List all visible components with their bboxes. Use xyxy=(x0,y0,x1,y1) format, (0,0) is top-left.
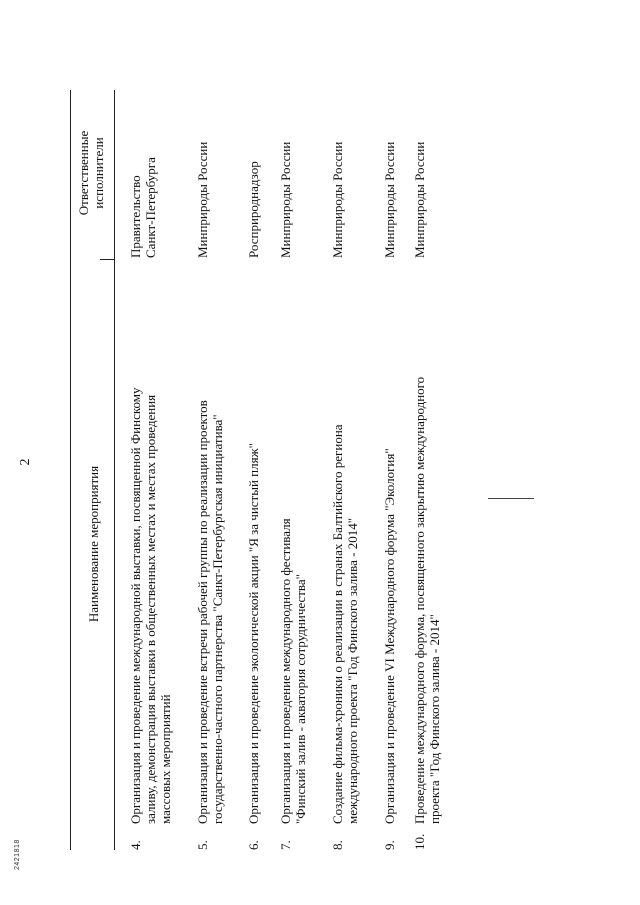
responsible-line: Минприроды России xyxy=(278,141,293,258)
event-name-line: Проведение международного форума, посвященного закрытию международного xyxy=(412,376,427,824)
responsible-executor xyxy=(412,88,427,258)
document-code: 2421818 xyxy=(14,839,21,870)
responsible-line: Минприроды России xyxy=(412,141,427,258)
row-number: 10. xyxy=(412,833,427,850)
rotated-table xyxy=(18,90,442,850)
event-name-line: массовых мероприятий xyxy=(158,694,173,824)
event-name-line: Организация и проведение встречи рабочей группы по реализации проектов xyxy=(195,400,210,824)
header-column-tick xyxy=(100,259,114,260)
event-name-line: Организация и проведение международной выставки, посвященной Финскому xyxy=(128,387,143,824)
event-name xyxy=(246,284,261,824)
row-number: 4. xyxy=(128,840,143,850)
header-bottom-rule xyxy=(114,90,115,850)
responsible-line: Росприроднадзор xyxy=(246,161,261,258)
event-name-line: Организация и проведение экологической акции "Я за чистый пляж" xyxy=(246,443,261,824)
responsible-line: Минприроды России xyxy=(382,141,397,258)
row-number: 9. xyxy=(382,840,397,850)
row-number: 6. xyxy=(246,840,261,850)
event-name-line: "Финский залив - акватория сотрудничества" xyxy=(293,574,308,824)
row-number: 8. xyxy=(330,840,345,850)
column-header-responsible-line1: Ответственные xyxy=(76,130,91,216)
responsible-executor xyxy=(382,88,397,258)
event-name xyxy=(128,284,173,824)
event-name xyxy=(278,284,308,824)
column-header-responsible-line2: исполнители xyxy=(91,137,106,209)
responsible-line: Правительство xyxy=(128,175,143,258)
table-top-rule xyxy=(70,90,71,850)
divider-dash xyxy=(488,498,534,499)
event-name xyxy=(195,284,225,824)
event-name-line: заливу, демонстрация выставки в общественных местах и местах проведения xyxy=(143,394,158,824)
event-name-line: проекта "Год Финского залива - 2014" xyxy=(427,614,442,824)
event-name-line: Организация и проведение международного фестиваля xyxy=(278,518,293,824)
event-name xyxy=(382,284,397,824)
responsible-executor xyxy=(330,88,345,258)
responsible-executor xyxy=(246,88,261,258)
responsible-line: Минприроды России xyxy=(195,141,210,258)
row-number: 7. xyxy=(278,840,293,850)
responsible-executor xyxy=(195,88,210,258)
row-number: 5. xyxy=(195,840,210,850)
event-name-line: Создание фильма-хроники о реализации в странах Балтийского региона xyxy=(330,424,345,824)
page-number: 2 xyxy=(18,458,33,466)
column-header-name: Наименование мероприятия xyxy=(86,465,101,623)
event-name-line: Организация и проведение VI Международного форума "Экология" xyxy=(382,448,397,824)
event-name xyxy=(330,284,360,824)
responsible-executor xyxy=(278,88,293,258)
responsible-executor xyxy=(128,88,158,258)
event-name-line: государственно-частного партнерства "Санкт-Петербургская инициатива" xyxy=(210,414,225,824)
event-name xyxy=(412,284,442,824)
column-header-responsible xyxy=(76,88,106,258)
event-name-line: международного проекта "Год Финского залива - 2014" xyxy=(345,517,360,824)
responsible-line: Минприроды России xyxy=(330,141,345,258)
responsible-line: Санкт-Петербурга xyxy=(143,157,158,258)
